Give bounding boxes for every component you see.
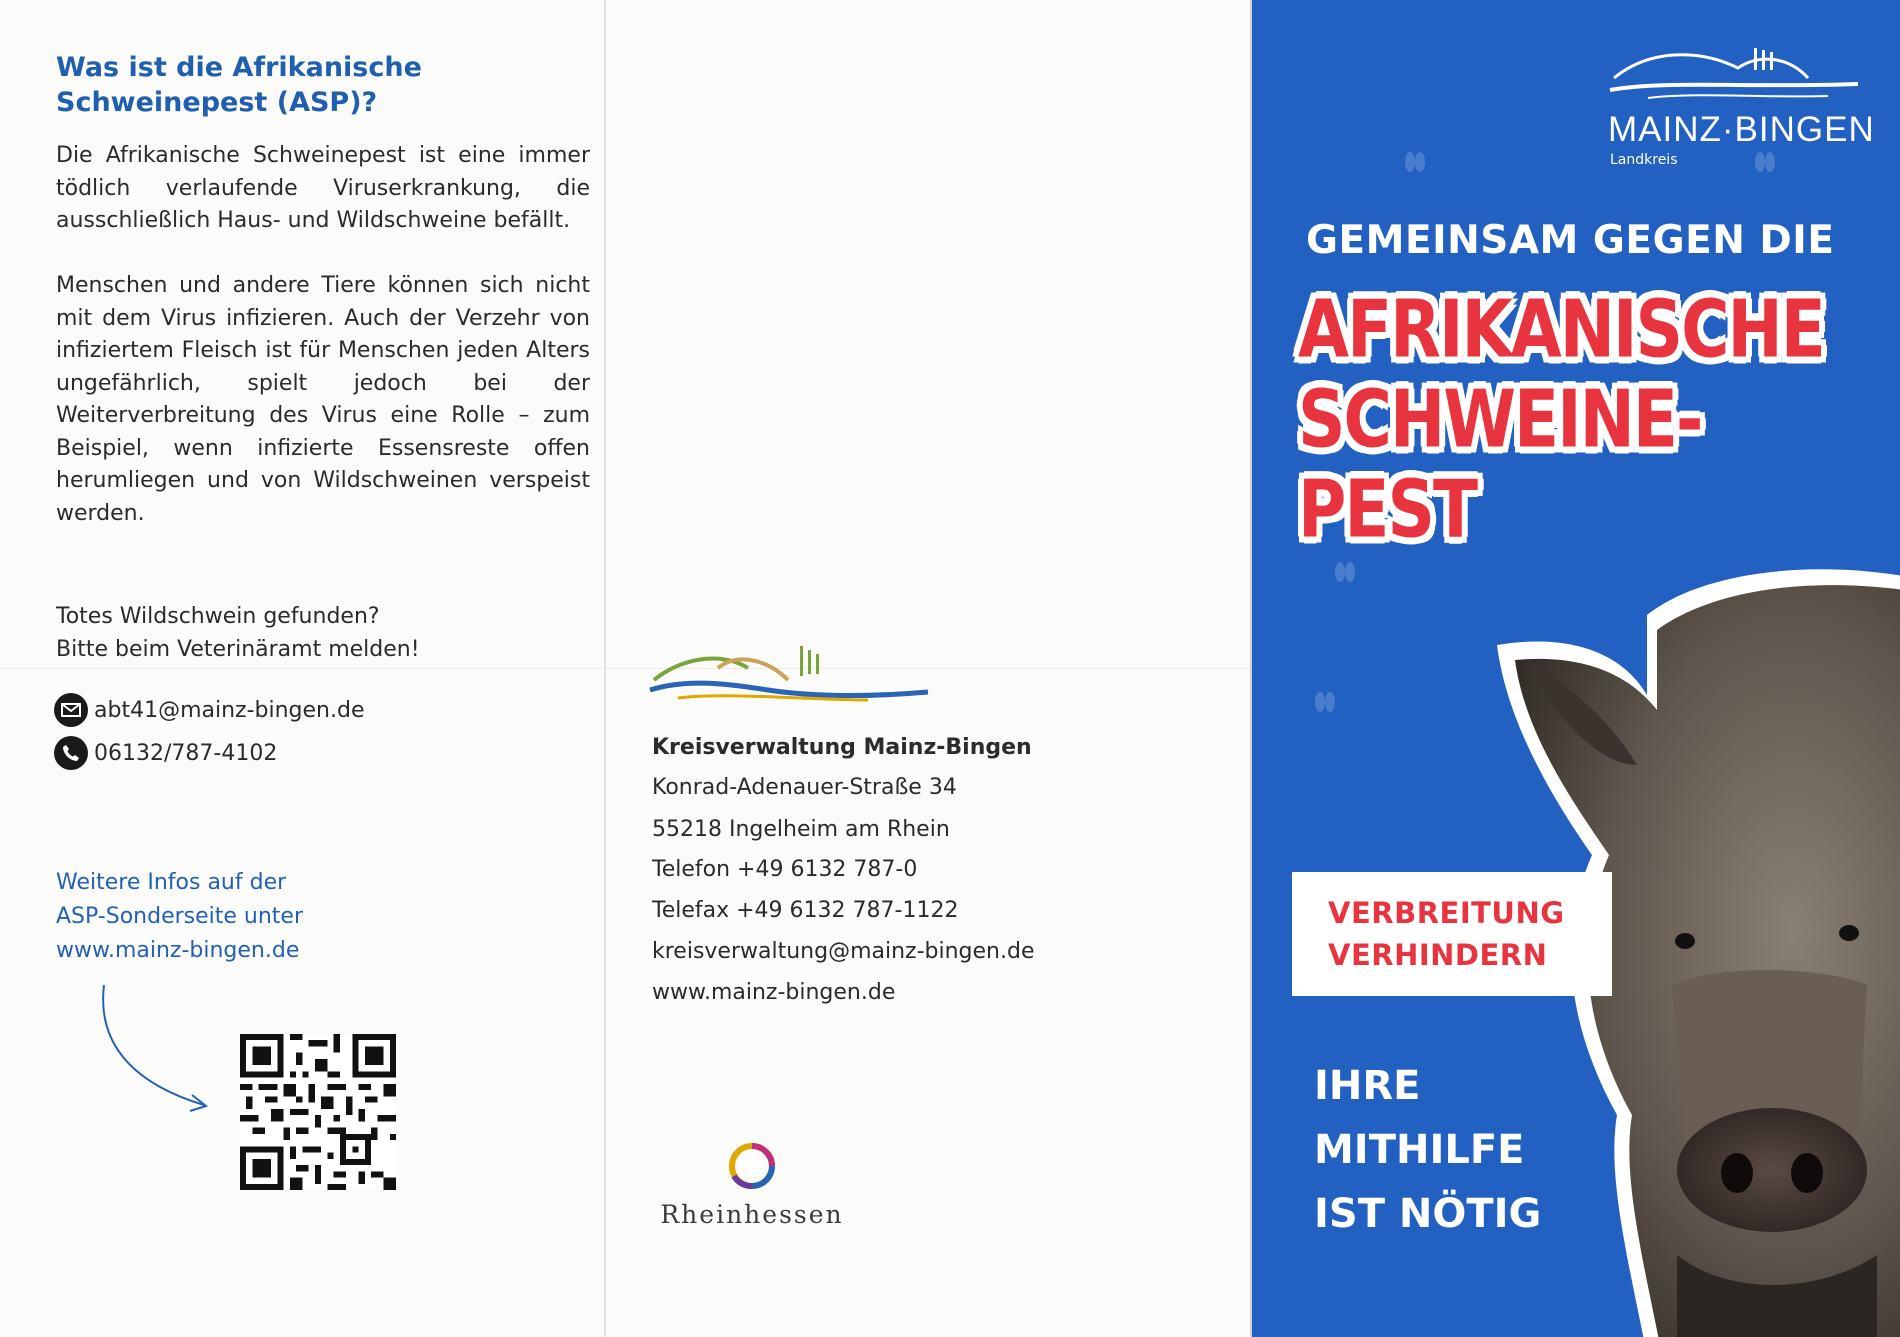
street: Konrad-Adenauer-Straße 34 bbox=[652, 775, 957, 800]
email-icon bbox=[54, 693, 88, 727]
logo-subtitle: Landkreis bbox=[1610, 152, 1678, 168]
mainz-bingen-logo-icon bbox=[648, 640, 938, 710]
rheinhessen-text: Rheinhessen bbox=[660, 1200, 844, 1229]
email-contact[interactable] bbox=[54, 692, 364, 728]
phone-contact[interactable] bbox=[54, 735, 277, 771]
badge-line: VERBREITUNG bbox=[1328, 896, 1565, 930]
rheinhessen-logo bbox=[652, 1140, 852, 1229]
org-name: Kreisverwaltung Mainz-Bingen bbox=[652, 735, 1032, 760]
found-line: Totes Wildschwein gefunden? bbox=[56, 604, 380, 629]
rheinhessen-icon bbox=[726, 1140, 778, 1192]
info-link[interactable]: www.mainz-bingen.de bbox=[56, 938, 300, 963]
hoofprint-icon bbox=[1402, 150, 1428, 180]
title-line: SCHWEINE- bbox=[1298, 373, 1702, 466]
org-email[interactable]: kreisverwaltung@mainz-bingen.de bbox=[652, 939, 1035, 964]
panel-info bbox=[0, 0, 604, 1337]
qr-code[interactable] bbox=[240, 1034, 396, 1190]
hoofprint-icon bbox=[1332, 560, 1358, 590]
spread-badge bbox=[1292, 872, 1612, 996]
mainz-bingen-mark-icon bbox=[1608, 44, 1868, 106]
badge-line: VERHINDERN bbox=[1328, 938, 1548, 972]
org-web[interactable]: www.mainz-bingen.de bbox=[652, 980, 896, 1005]
panel-cover bbox=[1252, 0, 1900, 1337]
hoofprint-icon bbox=[1312, 690, 1338, 720]
city: 55218 Ingelheim am Rhein bbox=[652, 817, 950, 842]
info-line: ASP-Sonderseite unter bbox=[56, 904, 304, 929]
help-needed bbox=[1314, 1054, 1541, 1246]
cover-headline: GEMEINSAM GEGEN DIE bbox=[1306, 218, 1835, 263]
phone-text[interactable]: 06132/787-4102 bbox=[94, 740, 278, 766]
help-line: IST NÖTIG bbox=[1314, 1191, 1542, 1237]
help-line: MITHILFE bbox=[1314, 1127, 1525, 1173]
logo-name: MAINZ·BINGEN bbox=[1608, 110, 1875, 149]
info-line: Weitere Infos auf der bbox=[56, 870, 287, 895]
more-info bbox=[56, 866, 303, 968]
title-line: PEST bbox=[1298, 463, 1477, 556]
transmission-paragraph: Menschen und andere Tiere können sich nicht mit dem Virus infizieren. Auch der Verzehr von infiziertem Fleisch ist für Menschen jeden Alters ungefährlich, spielt jedoch bei der Weiterverbreitung des Virus eine Rolle – zum Beispiel, wenn infizierte Essensreste offen herumliegen und von Wildschweinen verspeist werden. bbox=[56, 273, 590, 526]
arrow-icon bbox=[92, 985, 222, 1115]
asp-heading bbox=[56, 50, 536, 120]
title-line: AFRIKANISCHE bbox=[1298, 283, 1824, 376]
heading-line: Was ist die Afrikanische bbox=[56, 52, 422, 83]
phone-icon bbox=[54, 736, 88, 770]
telefon[interactable]: Telefon +49 6132 787-0 bbox=[652, 857, 918, 882]
help-line: IHRE bbox=[1314, 1063, 1421, 1109]
panel-address bbox=[604, 0, 1252, 1337]
email-text[interactable]: abt41@mainz-bingen.de bbox=[94, 697, 365, 723]
found-notice bbox=[56, 600, 420, 666]
telefax: Telefax +49 6132 787-1122 bbox=[652, 898, 959, 923]
intro-paragraph: Die Afrikanische Schweinepest ist eine immer tödlich verlaufende Viruserkrankung, die ausschließlich Haus- und Wildschweine befällt. bbox=[56, 143, 590, 233]
found-line: Bitte beim Veterinäramt melden! bbox=[56, 637, 420, 662]
mainz-bingen-logo bbox=[1598, 44, 1875, 168]
heading-line: Schweinepest (ASP)? bbox=[56, 87, 378, 118]
cover-title bbox=[1298, 285, 1824, 555]
